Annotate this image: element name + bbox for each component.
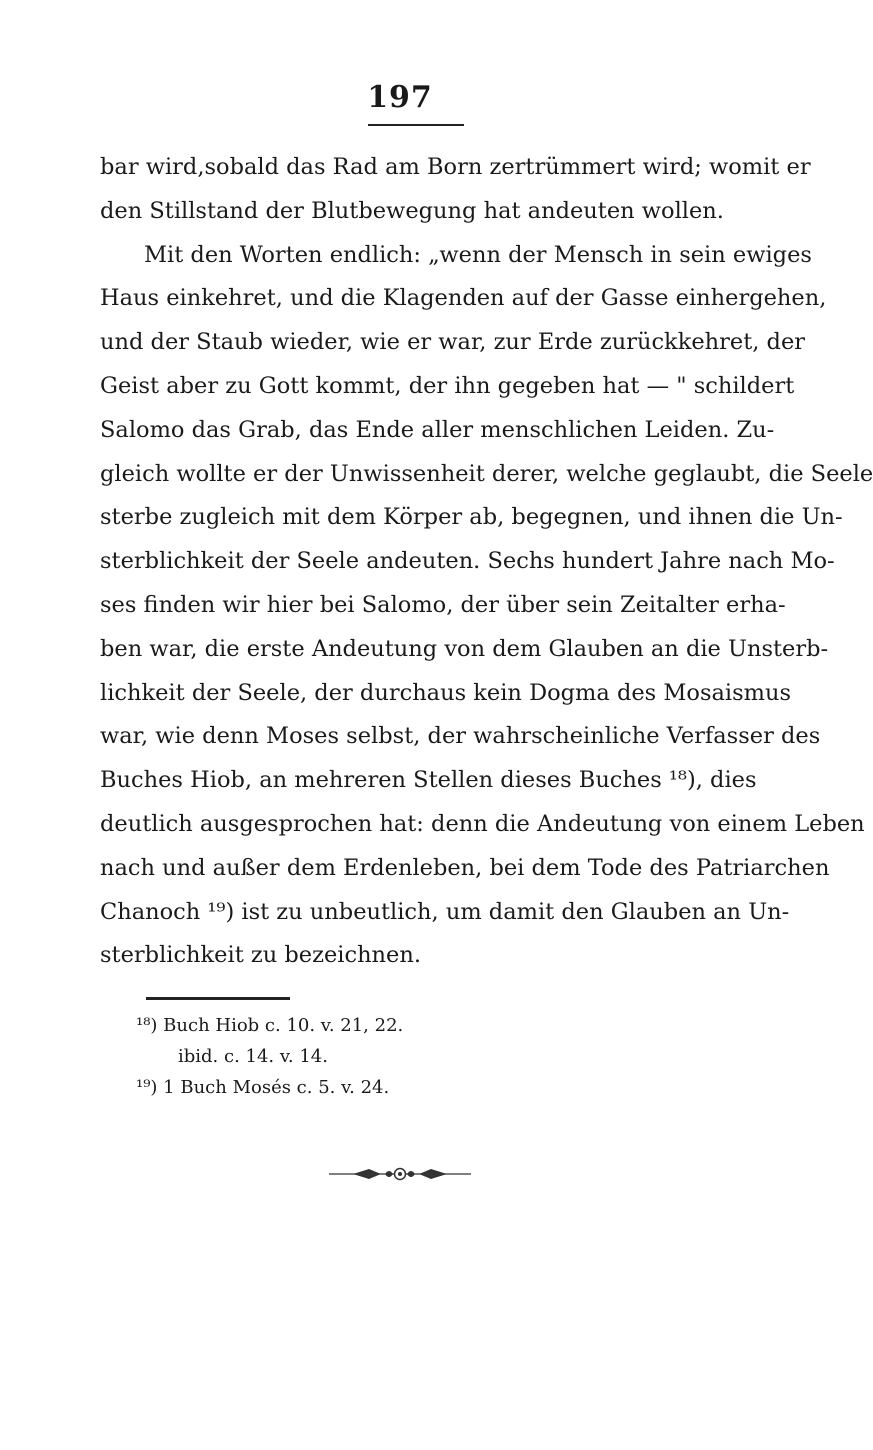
- footnote-rule: [146, 997, 290, 1000]
- text-line: Buches Hiob, an mehreren Stellen dieses Buches ¹⁸), dies: [100, 767, 757, 794]
- text-line: nach und außer dem Erdenleben, bei dem Tode des Patriarchen: [100, 854, 830, 881]
- footnote-18: ¹⁸) Buch Hiob c. 10. v. 21, 22.: [136, 1015, 404, 1036]
- body-text: [100, 146, 873, 978]
- text-line: bar wird,sobald das Rad am Born zertrümmert wird; womit er: [100, 154, 811, 180]
- footnote-18-continued: ibid. c. 14. v. 14.: [178, 1046, 328, 1067]
- text-line: sterblichkeit der Seele andeuten. Sechs hundert Jahre nach Mo-: [100, 548, 835, 575]
- end-ornament: [0, 1166, 800, 1186]
- text-line: und der Staub wieder, wie er war, zur Erde zurückkehret, der: [100, 329, 806, 356]
- text-line: Mit den Worten endlich: „wenn der Mensch in sein ewiges: [144, 241, 812, 268]
- text-line: sterblichkeit zu bezeichnen.: [100, 942, 422, 969]
- text-line: Geist aber zu Gott kommt, der ihn gegeben hat — " schildert: [100, 372, 795, 399]
- text-line: sterbe zugleich mit dem Körper ab, begegnen, und ihnen die Un-: [100, 504, 843, 531]
- header-rule: [368, 124, 464, 126]
- ornament-flourish: [325, 1166, 475, 1182]
- text-line: lichkeit der Seele, der durchaus kein Dogma des Mosaismus: [100, 679, 792, 706]
- text-line: Chanoch ¹⁹) ist zu unbeutlich, um damit den Glauben an Un-: [100, 898, 790, 925]
- page-number: 197: [367, 80, 433, 115]
- footnotes: [136, 1010, 696, 1103]
- text-line: den Stillstand der Blutbewegung hat andeuten wollen.: [100, 197, 724, 224]
- text-line: deutlich ausgesprochen hat: denn die Andeutung von einem Leben: [100, 810, 865, 837]
- text-line: ben war, die erste Andeutung von dem Glauben an die Unsterb-: [100, 635, 829, 662]
- text-line: war, wie denn Moses selbst, der wahrscheinliche Verfasser des: [100, 723, 821, 750]
- text-line: Salomo das Grab, das Ende aller menschlichen Leiden. Zu-: [100, 416, 775, 443]
- footnote-19: ¹⁹) 1 Buch Mosés c. 5. v. 24.: [136, 1077, 390, 1098]
- text-line: gleich wollte er der Unwissenheit derer, welche geglaubt, die Seele: [100, 460, 873, 487]
- text-line: Haus einkehret, und die Klagenden auf der Gasse einhergehen,: [100, 285, 827, 312]
- text-line: ses finden wir hier bei Salomo, der über sein Zeitalter erha-: [100, 591, 786, 618]
